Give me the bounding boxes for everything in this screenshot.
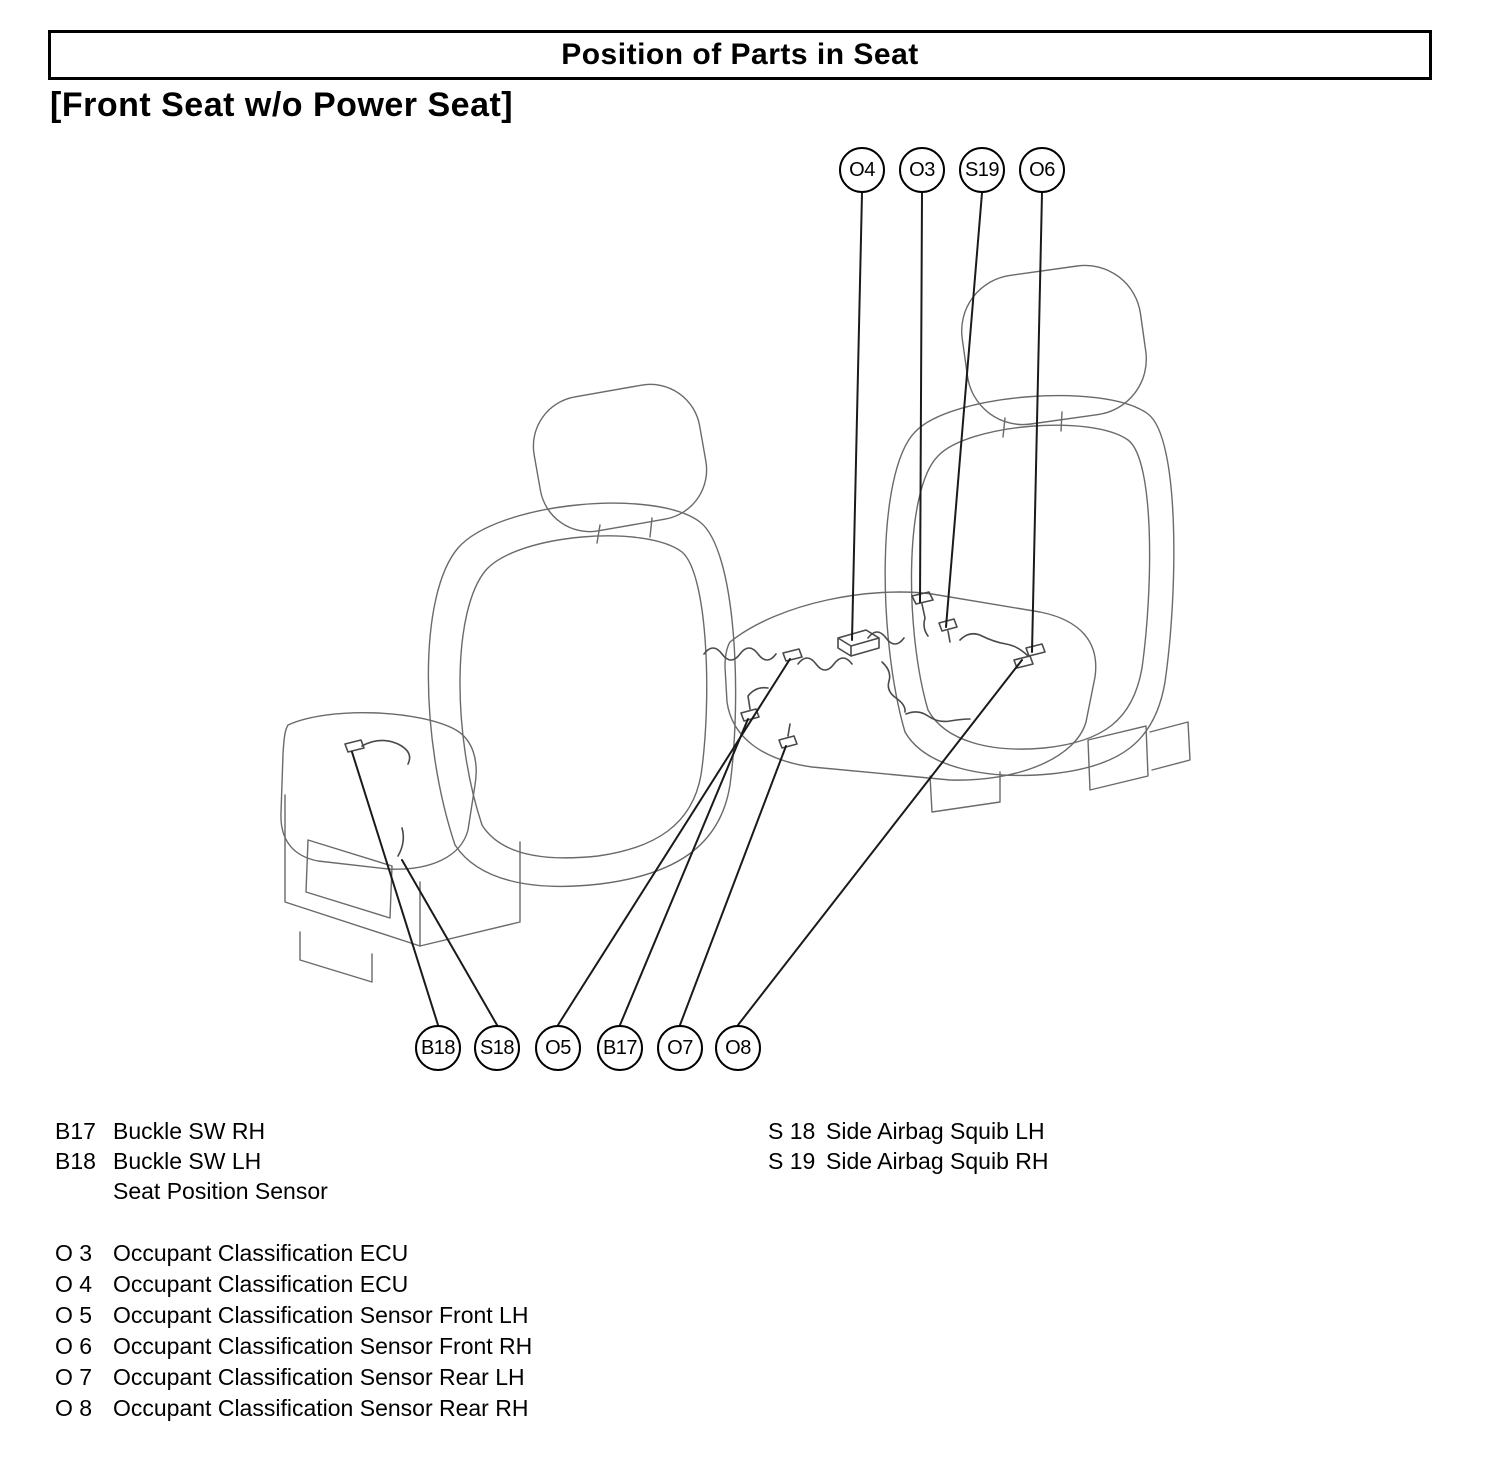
legend-code: S 18: [768, 1118, 816, 1144]
callout-o7: [657, 1025, 703, 1071]
legend-right-squibs: [768, 1116, 1048, 1176]
right-seat-drawing: [725, 258, 1190, 812]
legend-code: O 5: [55, 1302, 93, 1328]
leader-lines: [352, 193, 1042, 1025]
legend-code: O 4: [55, 1271, 93, 1297]
wiring-harness-drawing: [345, 592, 1045, 856]
legend-code: B17: [55, 1118, 96, 1144]
legend-row-b18: [55, 1146, 328, 1176]
legend-code: [55, 1176, 113, 1206]
title-box: [48, 30, 1432, 80]
legend-code: S 19: [768, 1148, 816, 1174]
legend-row-o4: [55, 1269, 532, 1300]
seat-diagram: [0, 140, 1504, 1090]
callout-label: O4: [849, 158, 875, 181]
callout-o3: [899, 147, 945, 193]
legend-label: Occupant Classification Sensor Rear LH: [113, 1364, 525, 1390]
legend-row-o5: [55, 1300, 532, 1331]
legend-code: O 8: [55, 1395, 93, 1421]
callout-label: O3: [909, 158, 935, 181]
callout-s19: [959, 147, 1005, 193]
callout-b18: [415, 1025, 461, 1071]
callout-label: S18: [479, 1036, 515, 1059]
legend-left-buckles: [55, 1116, 328, 1206]
callout-o8: [715, 1025, 761, 1071]
left-seat-drawing: [281, 376, 736, 982]
legend-label: Buckle SW RH: [113, 1118, 266, 1144]
seat-line-art: [0, 140, 1504, 1090]
legend-label: Side Airbag Squib LH: [826, 1118, 1045, 1144]
legend-label: Seat Position Sensor: [113, 1178, 328, 1204]
legend-code: O 7: [55, 1364, 93, 1390]
legend-label: Occupant Classification Sensor Rear RH: [113, 1395, 529, 1421]
callout-b17: [597, 1025, 643, 1071]
page-title: Position of Parts in Seat: [561, 38, 919, 71]
callout-label: O7: [667, 1036, 693, 1059]
legend-code: O 6: [55, 1333, 93, 1359]
legend-label: Side Airbag Squib RH: [826, 1148, 1049, 1174]
callout-label: O5: [545, 1036, 571, 1059]
callout-s18: [474, 1025, 520, 1071]
callout-label: O8: [725, 1036, 751, 1059]
legend-row-o8: [55, 1393, 532, 1424]
legend-row-o6: [55, 1331, 532, 1362]
legend-row-seat-position-sensor: [55, 1176, 328, 1206]
callout-label: O6: [1029, 158, 1055, 181]
callout-o5: [535, 1025, 581, 1071]
page-subtitle: [Front Seat w/o Power Seat]: [50, 86, 514, 124]
legend-label: Occupant Classification ECU: [113, 1271, 409, 1297]
legend-code: B18: [55, 1148, 96, 1174]
legend-row-o7: [55, 1362, 532, 1393]
legend-row-s18: [768, 1116, 1048, 1146]
callout-label: B17: [602, 1036, 638, 1059]
legend-row-s19: [768, 1146, 1048, 1176]
callout-label: S19: [964, 158, 1000, 181]
callout-label: B18: [420, 1036, 456, 1059]
legend-row-o3: [55, 1238, 532, 1269]
legend-label: Occupant Classification Sensor Front RH: [113, 1333, 533, 1359]
legend-label: Buckle SW LH: [113, 1148, 262, 1174]
legend-label: Occupant Classification ECU: [113, 1240, 409, 1266]
legend-row-b17: [55, 1116, 328, 1146]
legend-code: O 3: [55, 1240, 93, 1266]
legend-left-occupant-sensors: [55, 1238, 532, 1424]
legend-label: Occupant Classification Sensor Front LH: [113, 1302, 529, 1328]
callout-o6: [1019, 147, 1065, 193]
callout-o4: [839, 147, 885, 193]
